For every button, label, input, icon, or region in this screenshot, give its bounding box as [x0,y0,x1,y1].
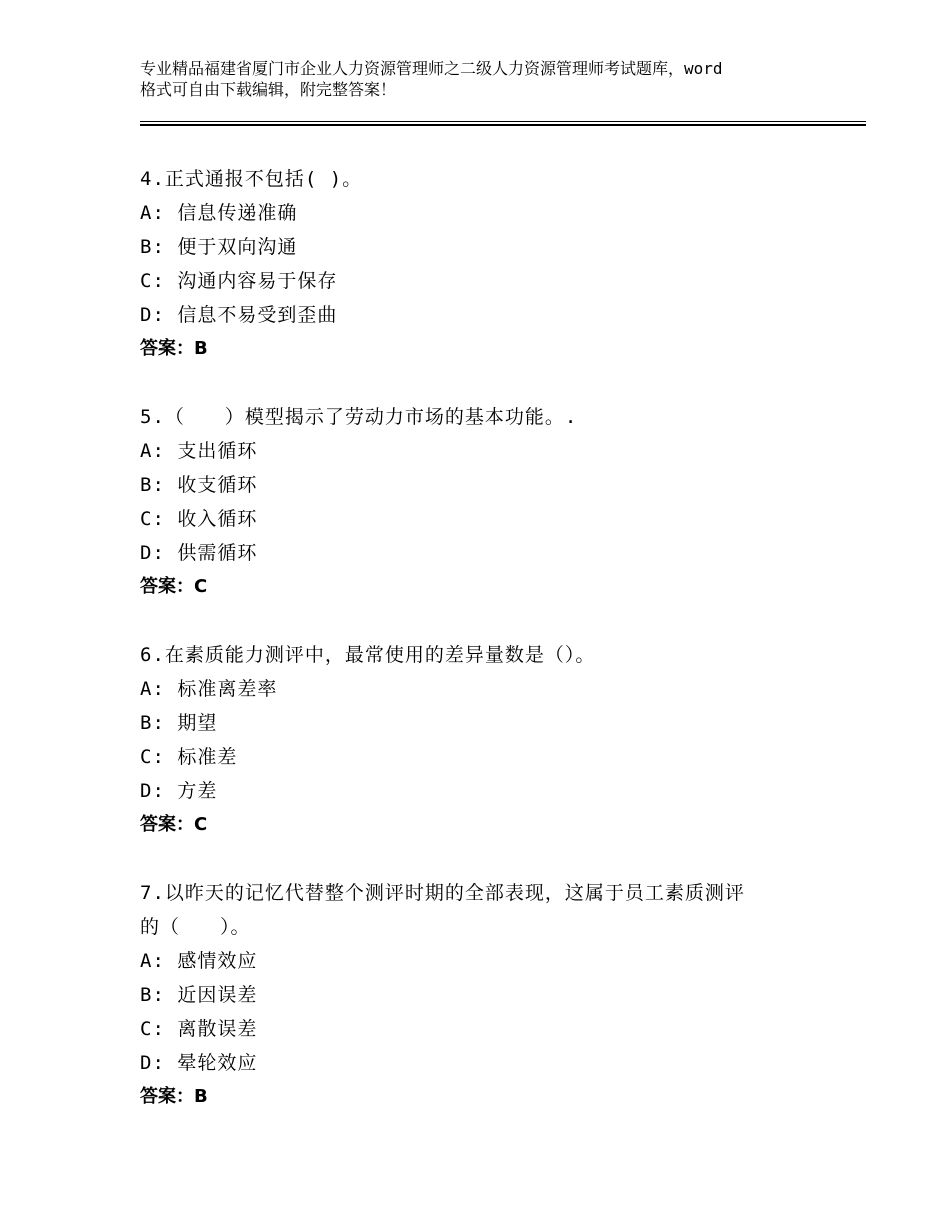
option-b: B: 近因误差 [140,984,258,1006]
question-list [140,162,830,1114]
question-stem: 4.正式通报不包括( )。 [140,168,363,190]
option-c: C: 沟通内容易于保存 [140,270,338,292]
option-d: D: 方差 [140,780,218,802]
question-item [140,876,830,1114]
option-b: B: 期望 [140,712,218,734]
option-a: A: 支出循环 [140,440,258,462]
option-a: A: 感情效应 [140,950,258,972]
answer-text: 答案：B [140,338,208,359]
answer-text: 答案：C [140,814,208,835]
header-divider [140,121,866,126]
option-d: D: 晕轮效应 [140,1052,258,1074]
question-item [140,400,830,604]
option-b: B: 收支循环 [140,474,258,496]
answer-text: 答案：B [140,1086,208,1107]
question-stem: 5.（ ）模型揭示了劳动力市场的基本功能。. [140,406,578,428]
option-d: D: 供需循环 [140,542,258,564]
option-d: D: 信息不易受到歪曲 [140,304,338,326]
option-a: A: 信息传递准确 [140,202,298,224]
header-line-2: 格式可自由下载编辑，附完整答案！ [140,80,397,99]
question-item [140,162,830,366]
question-stem-line-2: 的（ ）。 [140,916,251,938]
option-b: B: 便于双向沟通 [140,236,298,258]
question-stem: 6.在素质能力测评中，最常使用的差异量数是（）。 [140,644,596,666]
answer-text: 答案：C [140,576,208,597]
option-c: C: 离散误差 [140,1018,258,1040]
header-line-1: 专业精品福建省厦门市企业人力资源管理师之二级人力资源管理师考试题库，word [140,59,723,78]
option-c: C: 收入循环 [140,508,258,530]
question-stem-line-1: 7.以昨天的记忆代替整个测评时期的全部表现，这属于员工素质测评 [140,882,745,904]
document-header [140,58,830,100]
question-item [140,638,830,842]
option-a: A: 标准离差率 [140,678,278,700]
option-c: C: 标准差 [140,746,238,768]
